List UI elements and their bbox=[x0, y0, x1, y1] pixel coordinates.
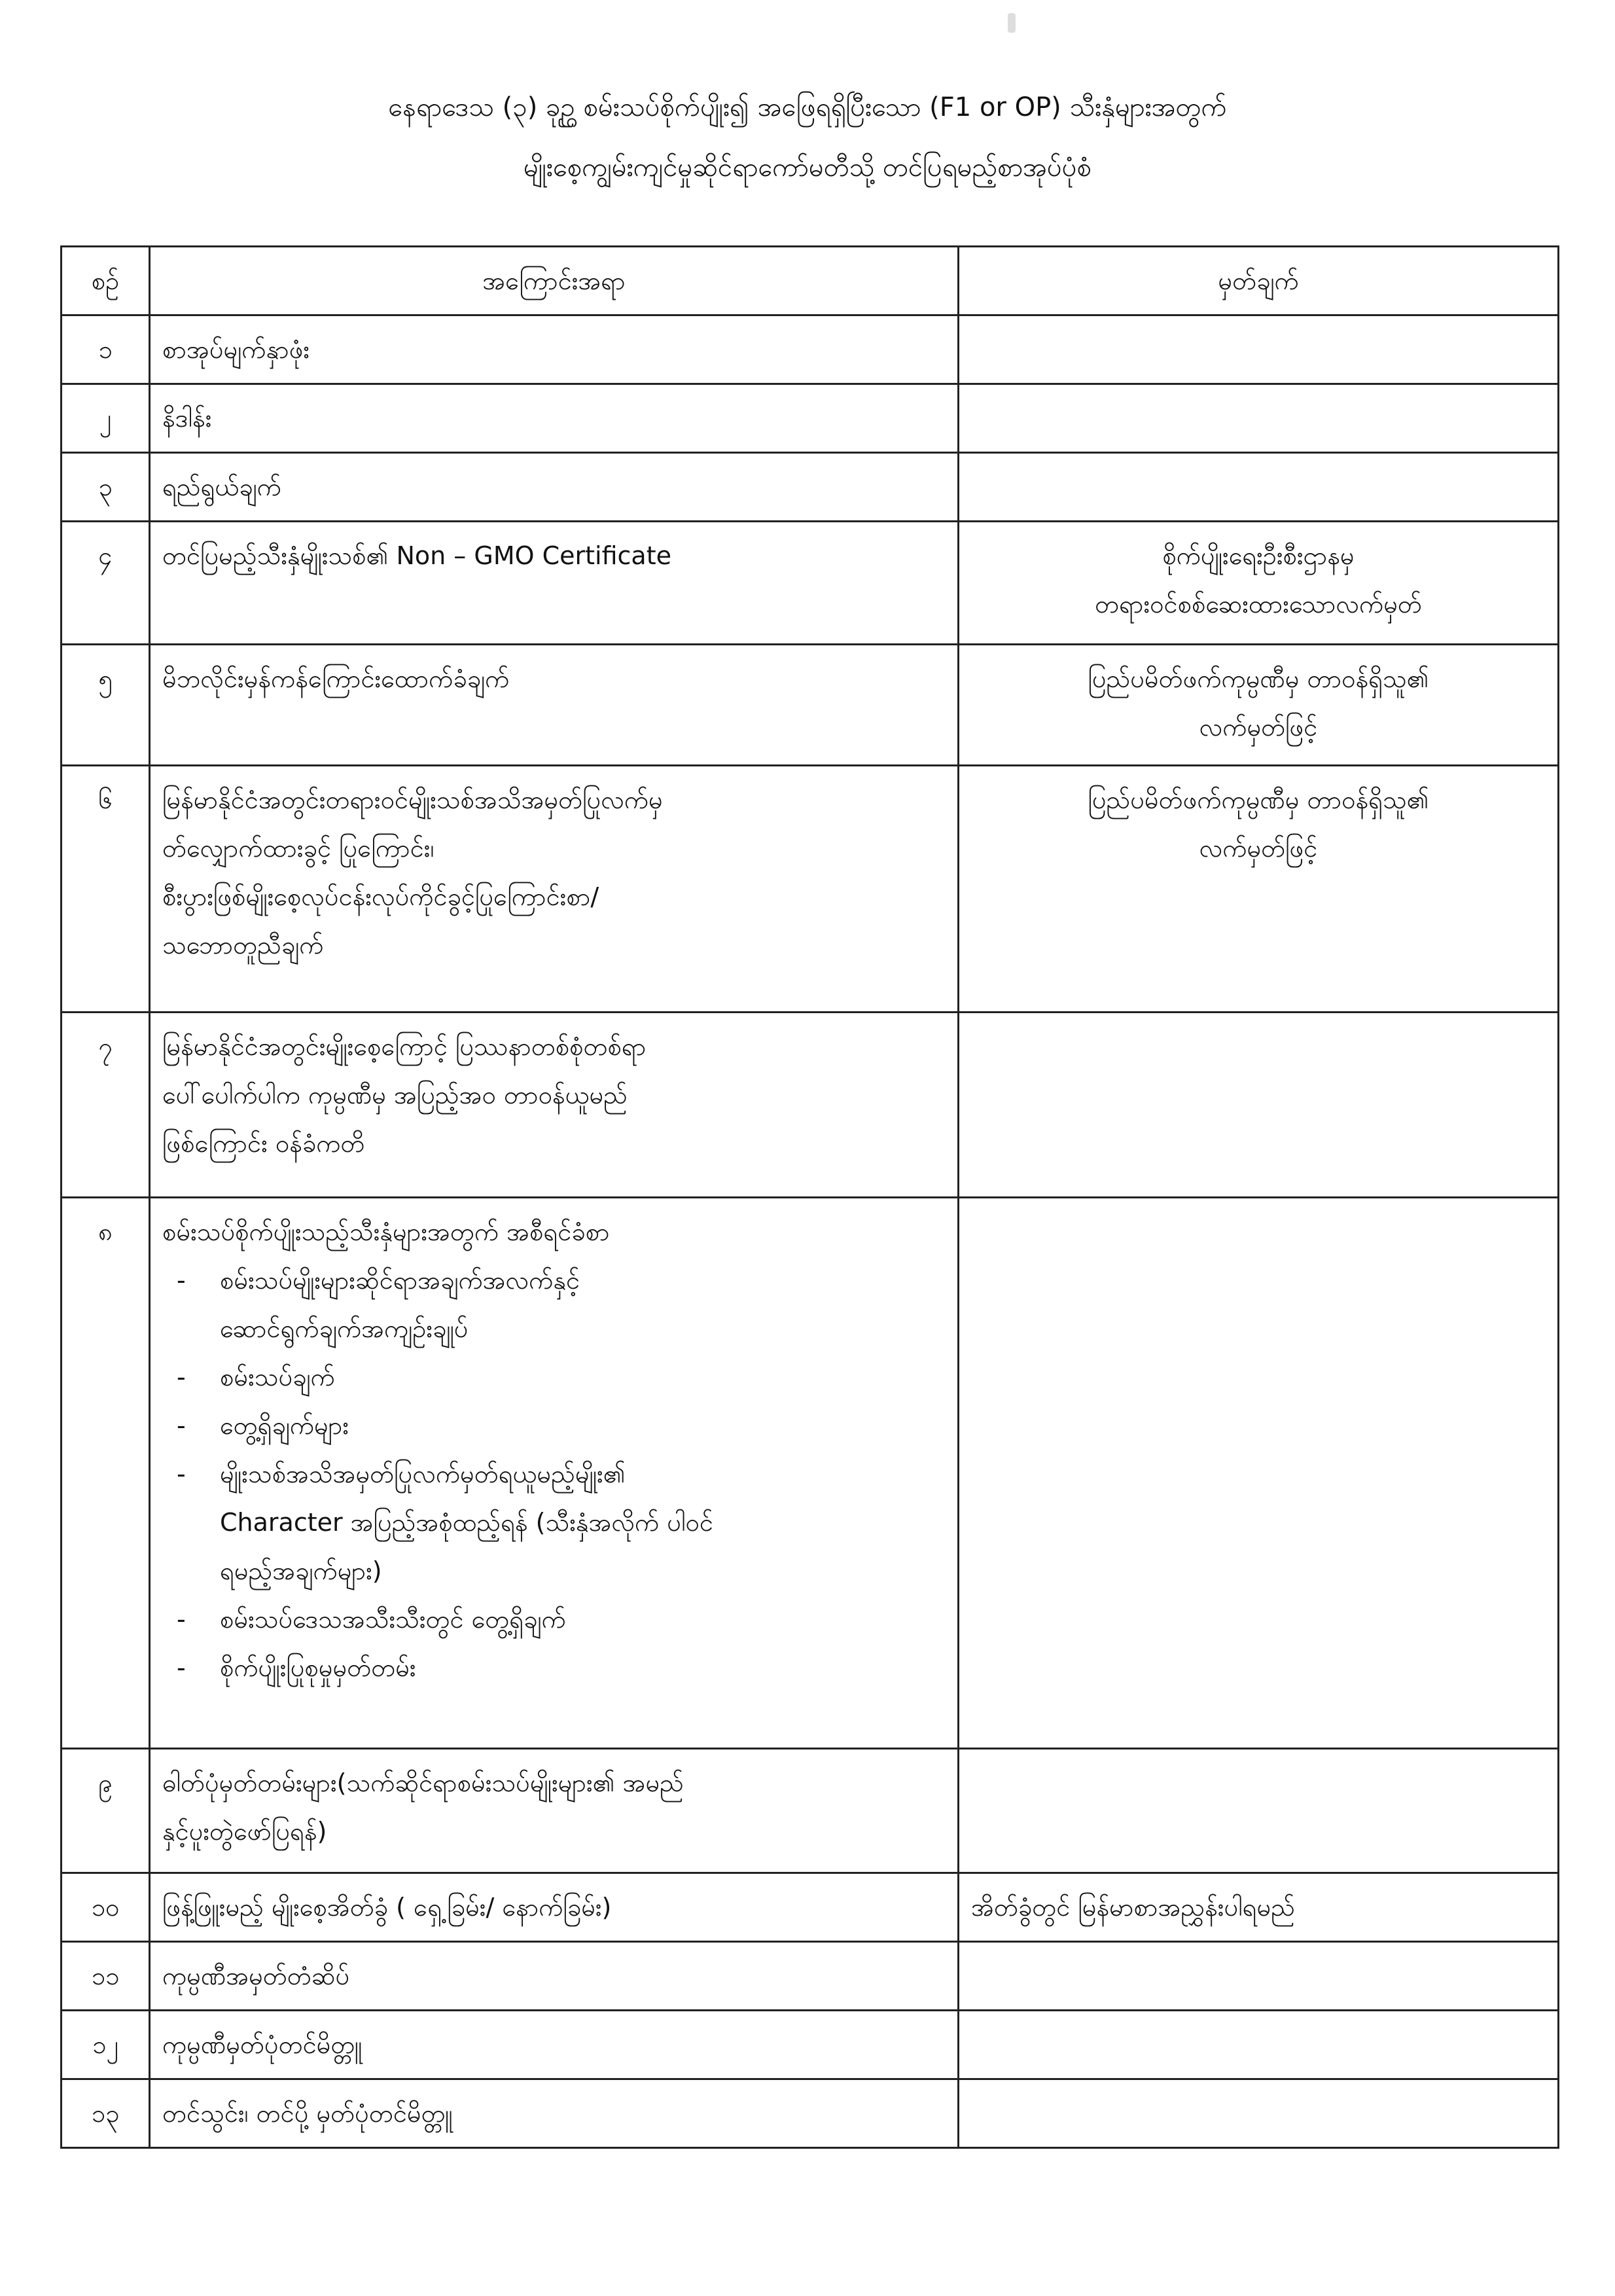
table-row bbox=[62, 1873, 1559, 1942]
page-title bbox=[0, 77, 1615, 198]
row-no: ၁၃ bbox=[62, 2079, 150, 2148]
row-no: ၁၀ bbox=[62, 1873, 150, 1942]
list-item bbox=[162, 1450, 946, 1595]
subject-line: နှင့်ပူးတွဲဖော်ပြရန်) bbox=[162, 1817, 327, 1846]
header-no: စဉ် bbox=[62, 247, 150, 315]
row-no: ၁၂ bbox=[62, 2011, 150, 2079]
row-subject: ဖြန့်ဖြူးမည့် မျိုးစေ့အိတ်ခွံ ( ရှေ့ခြမ်း/ နောက်ခြမ်း) bbox=[150, 1873, 959, 1942]
title-line-1: နေရာဒေသ (၃) ခုဥ္ဌ စမ်းသပ်စိုက်ပျိုး၍ အဖြေရရှိပြီးသော (F1 or OP) သီးနှံများအတွက် bbox=[388, 92, 1227, 122]
row-subject: မိဘလိုင်းမှန်ကန်ကြောင်းထောက်ခံချက် bbox=[150, 645, 959, 766]
row-subject bbox=[150, 1013, 959, 1198]
row-subject bbox=[150, 766, 959, 1013]
row-subject: ကုမ္ပဏီမှတ်ပုံတင်မိတ္တူ bbox=[150, 2011, 959, 2079]
row-remark bbox=[959, 1749, 1559, 1873]
report-items-list bbox=[162, 1256, 946, 1692]
row-subject: နိဒါန်း bbox=[150, 384, 959, 453]
list-item bbox=[162, 1401, 946, 1450]
table-row bbox=[62, 453, 1559, 522]
table-row bbox=[62, 1749, 1559, 1873]
subject-line: မြန်မာနိုင်ငံအတွင်းတရားဝင်မျိုးသစ်အသိအမှတ်ပြုလက်မှ bbox=[162, 785, 663, 814]
list-item-line: - စမ်းသပ်ချက် bbox=[220, 1363, 335, 1391]
subject-line: စီးပွားဖြစ်မျိုးစေ့လုပ်ငန်းလုပ်ကိုင်ခွင့်ပြုကြောင်းစာ/ bbox=[162, 882, 599, 911]
row-remark bbox=[959, 1013, 1559, 1198]
list-item-line: ရမည့်အချက်များ) bbox=[220, 1556, 382, 1585]
row-subject: တင်သွင်း၊ တင်ပို့ မှတ်ပုံတင်မိတ္တူ bbox=[150, 2079, 959, 2148]
subject-heading: စမ်းသပ်စိုက်ပျိုးသည့်သီးနှံများအတွက် အစီရင်ခံစာ bbox=[162, 1217, 610, 1246]
table-row bbox=[62, 1013, 1559, 1198]
list-item bbox=[162, 1353, 946, 1401]
list-item-line: - စမ်းသပ်ဒေသအသီးသီးတွင် တွေ့ရှိချက် bbox=[220, 1605, 566, 1634]
row-no: ၃ bbox=[62, 453, 150, 522]
row-no: ၂ bbox=[62, 384, 150, 453]
row-subject: ကုမ္ပဏီအမှတ်တံဆိပ် bbox=[150, 1942, 959, 2011]
row-no: ၁ bbox=[62, 315, 150, 384]
remark-line: လက်မှတ်ဖြင့် bbox=[1199, 834, 1318, 863]
row-subject: ရည်ရွယ်ချက် bbox=[150, 453, 959, 522]
remark-line: လက်မှတ်ဖြင့် bbox=[1199, 713, 1318, 742]
header-remark: မှတ်ချက် bbox=[959, 247, 1559, 315]
table-row bbox=[62, 2011, 1559, 2079]
row-no: ၇ bbox=[62, 1013, 150, 1198]
subject-line: ပေါ်ပေါက်ပါက ကုမ္ပဏီမှ အပြည့်အဝ တာဝန်ယူမည် bbox=[162, 1081, 628, 1109]
row-no: ၁၁ bbox=[62, 1942, 150, 2011]
table-header-row bbox=[62, 247, 1559, 315]
row-subject: စာအုပ်မျက်နှာဖုံး bbox=[150, 315, 959, 384]
remark-line: ပြည်ပမိတ်ဖက်ကုမ္ပဏီမှ တာဝန်ရှိသူ၏ bbox=[1088, 785, 1429, 814]
row-subject bbox=[150, 1198, 959, 1749]
list-item bbox=[162, 1256, 946, 1353]
row-remark bbox=[959, 522, 1559, 645]
list-item-line: ဆောင်ရွက်ချက်အကျဉ်းချုပ် bbox=[220, 1314, 469, 1343]
row-remark bbox=[959, 766, 1559, 1013]
list-item bbox=[162, 1595, 946, 1643]
list-item-line: - တွေ့ရှိချက်များ bbox=[220, 1411, 349, 1440]
row-remark bbox=[959, 645, 1559, 766]
remark-line: စိုက်ပျိုးရေးဦးစီးဌာနမှ bbox=[1162, 541, 1355, 570]
row-no: ၉ bbox=[62, 1749, 150, 1873]
row-remark bbox=[959, 315, 1559, 384]
title-line-2: မျိုးစေ့ကျွမ်းကျင်မှုဆိုင်ရာကော်မတီသို့ တင်ပြရမည့်စာအုပ်ပုံစံ bbox=[524, 152, 1091, 183]
contents-table bbox=[60, 245, 1559, 2149]
remark-line: ပြည်ပမိတ်ဖက်ကုမ္ပဏီမှ တာဝန်ရှိသူ၏ bbox=[1088, 664, 1429, 693]
row-no: ၅ bbox=[62, 645, 150, 766]
table-row bbox=[62, 766, 1559, 1013]
remark-line: တရားဝင်စစ်ဆေးထားသောလက်မှတ် bbox=[1095, 590, 1422, 619]
row-no: ၄ bbox=[62, 522, 150, 645]
list-item-line: - မျိုးသစ်အသိအမှတ်ပြုလက်မှတ်ရယူမည့်မျိုး၏ bbox=[220, 1460, 626, 1488]
subject-line: ဖြစ်ကြောင်း ဝန်ခံကတိ bbox=[162, 1129, 365, 1158]
table-row bbox=[62, 522, 1559, 645]
scan-speck bbox=[1008, 13, 1016, 33]
table-row bbox=[62, 1198, 1559, 1749]
header-subject: အကြောင်းအရာ bbox=[150, 247, 959, 315]
row-remark bbox=[959, 2079, 1559, 2148]
row-remark bbox=[959, 1198, 1559, 1749]
subject-line: တ်လျှောက်ထားခွင့် ပြုကြောင်း၊ bbox=[162, 834, 435, 863]
subject-line: မြန်မာနိုင်ငံအတွင်းမျိုးစေ့ကြောင့် ပြဿနာတစ်စုံတစ်ရာ bbox=[162, 1032, 647, 1061]
table-row bbox=[62, 1942, 1559, 2011]
list-item-line: Character အပြည့်အစုံထည့်ရန် (သီးနှံအလိုက် ပါဝင် bbox=[220, 1508, 713, 1537]
row-remark bbox=[959, 453, 1559, 522]
table-row bbox=[62, 315, 1559, 384]
subject-line: ဓါတ်ပုံမှတ်တမ်းများ(သက်ဆိုင်ရာစမ်းသပ်မျိုးများ၏ အမည် bbox=[162, 1768, 684, 1797]
row-subject: တင်ပြမည့်သီးနှံမျိုးသစ်၏ Non – GMO Certificate bbox=[150, 522, 959, 645]
row-remark bbox=[959, 384, 1559, 453]
table-row bbox=[62, 384, 1559, 453]
row-remark bbox=[959, 1942, 1559, 2011]
row-no: ၈ bbox=[62, 1198, 150, 1749]
list-item-line: - စိုက်ပျိုးပြုစုမှုမှတ်တမ်း bbox=[220, 1653, 416, 1682]
row-subject bbox=[150, 1749, 959, 1873]
row-remark: အိတ်ခွံတွင် မြန်မာစာအညွှန်းပါရမည် bbox=[959, 1873, 1559, 1942]
row-no: ၆ bbox=[62, 766, 150, 1013]
table-row bbox=[62, 2079, 1559, 2148]
list-item bbox=[162, 1643, 946, 1692]
table-row bbox=[62, 645, 1559, 766]
subject-line: သဘောတူညီချက် bbox=[162, 931, 324, 960]
list-item-line: - စမ်းသပ်မျိုးများဆိုင်ရာအချက်အလက်နှင့် bbox=[220, 1266, 580, 1295]
row-remark bbox=[959, 2011, 1559, 2079]
